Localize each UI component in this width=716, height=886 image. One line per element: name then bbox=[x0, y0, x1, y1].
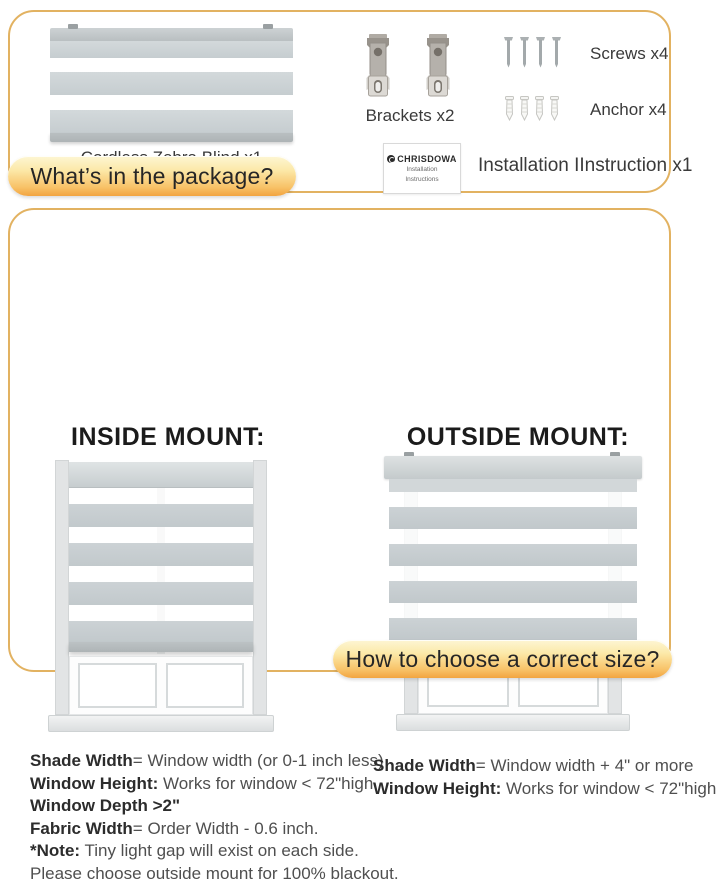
anchor-label: Anchor x4 bbox=[590, 100, 667, 119]
card-line: Instructions bbox=[405, 175, 439, 183]
zebra-blind-image bbox=[50, 28, 293, 142]
window-frame-post bbox=[55, 460, 69, 715]
size-panel bbox=[8, 208, 716, 883]
chrisdowa-logo-icon bbox=[387, 155, 395, 163]
blind-stripe bbox=[389, 544, 637, 566]
window-sill bbox=[48, 715, 274, 732]
spec-row: Window Height: Works for window < 72"high bbox=[373, 778, 716, 798]
anchors-image bbox=[504, 96, 560, 121]
outside-mount-diagram bbox=[384, 452, 642, 734]
screw-icon bbox=[550, 36, 563, 68]
blind-stripe bbox=[69, 543, 253, 566]
blind-gap bbox=[69, 527, 253, 543]
inside-mount-diagram bbox=[55, 460, 267, 732]
window-pane bbox=[78, 663, 157, 708]
anchor-icon bbox=[534, 96, 545, 121]
blind-stripe bbox=[50, 72, 293, 95]
blind-stripe bbox=[389, 479, 637, 492]
screw-icon bbox=[518, 36, 531, 68]
blind-stripe bbox=[50, 41, 293, 58]
blind-gap bbox=[389, 566, 637, 581]
blind-bottomrail bbox=[69, 642, 253, 652]
window-sill bbox=[396, 714, 630, 731]
brand-name: CHRISDOWA bbox=[397, 153, 457, 164]
outside-mount-heading: OUTSIDE MOUNT: bbox=[406, 423, 630, 451]
blind-stripe bbox=[69, 504, 253, 527]
blind-stripe bbox=[389, 618, 637, 640]
instruction-card bbox=[383, 143, 461, 194]
window-panes bbox=[69, 656, 253, 715]
window-frame-post bbox=[253, 460, 267, 715]
screws-label: Screws x4 bbox=[590, 44, 669, 63]
anchor-icon bbox=[519, 96, 530, 121]
blind-gap bbox=[50, 58, 293, 72]
inside-mount-specs bbox=[30, 750, 399, 886]
blind-stripe bbox=[389, 581, 637, 603]
blind-gap bbox=[50, 95, 293, 110]
blind-stripe bbox=[69, 621, 253, 642]
brand-row bbox=[387, 154, 457, 164]
blind-stripe bbox=[69, 582, 253, 605]
instruction-label: Installation IInstruction x1 bbox=[478, 155, 693, 176]
anchor-icon bbox=[549, 96, 560, 121]
blind-gap bbox=[69, 605, 253, 621]
spec-row: Window Height: Works for window < 72"high bbox=[30, 773, 374, 793]
bracket-icon bbox=[423, 32, 453, 100]
screw-icon bbox=[502, 36, 515, 68]
brackets-image bbox=[363, 32, 453, 100]
screws-image bbox=[502, 36, 563, 68]
blind-headrail bbox=[50, 28, 293, 41]
blind-headrail bbox=[69, 462, 253, 488]
blind-stripe bbox=[389, 507, 637, 529]
brackets-label: Brackets x2 bbox=[365, 106, 455, 125]
spec-row: Shade Width= Window width (or 0-1 inch less) bbox=[30, 751, 384, 770]
spec-row: Please choose outside mount for 100% blackout. bbox=[30, 863, 399, 883]
package-badge: What’s in the package? bbox=[8, 156, 296, 196]
size-badge: How to choose a correct size? bbox=[333, 640, 672, 678]
blind-gap bbox=[69, 488, 253, 504]
inside-blind bbox=[69, 462, 253, 652]
bracket-icon bbox=[363, 32, 393, 100]
card-line: Installation bbox=[406, 165, 438, 173]
spec-row: *Note: Tiny light gap will exist on each side. bbox=[30, 841, 359, 861]
anchor-icon bbox=[504, 96, 515, 121]
blind-gap bbox=[389, 492, 637, 507]
spec-row: Fabric Width= Order Width - 0.6 inch. bbox=[30, 818, 319, 838]
blind-bottomrail bbox=[50, 133, 293, 142]
outside-mount-specs bbox=[373, 755, 716, 800]
blind-stripe bbox=[50, 110, 293, 133]
blind-bracket-tab bbox=[68, 24, 78, 29]
blind-gap bbox=[389, 529, 637, 544]
blind-gap bbox=[389, 603, 637, 618]
blind-headrail bbox=[384, 456, 642, 479]
blind-fabric bbox=[389, 479, 637, 640]
window-pane bbox=[166, 663, 245, 708]
inside-mount-heading: INSIDE MOUNT: bbox=[71, 423, 265, 451]
spec-row: Shade Width= Window width + 4" or more bbox=[373, 756, 694, 775]
spec-row: Window Depth >2" bbox=[30, 796, 181, 816]
blind-bracket-tab bbox=[263, 24, 273, 29]
blind-gap bbox=[69, 566, 253, 582]
screw-icon bbox=[534, 36, 547, 68]
